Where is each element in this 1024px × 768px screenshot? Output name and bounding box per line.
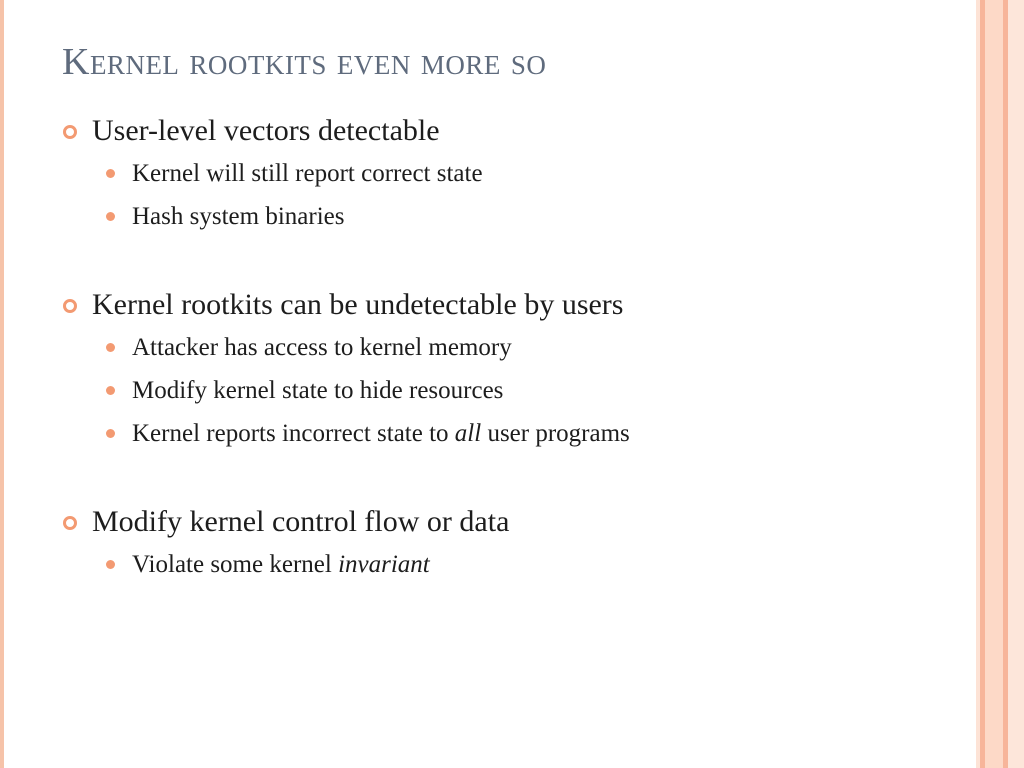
slide-title: Kernel rootkits even more so bbox=[62, 41, 547, 83]
emphasis-text: all bbox=[454, 420, 482, 447]
dot-bullet-icon bbox=[106, 386, 115, 395]
right-decorative-stripes bbox=[976, 0, 1024, 768]
level2-text: Kernel will still report correct state bbox=[132, 160, 483, 187]
level1-text: Modify kernel control flow or data bbox=[92, 505, 510, 538]
level2-bullet bbox=[106, 156, 962, 191]
bullet-group bbox=[62, 503, 962, 582]
level1-text: User-level vectors detectable bbox=[92, 114, 440, 147]
level2-text: Attacker has access to kernel memory bbox=[132, 334, 512, 361]
slide-content bbox=[62, 112, 962, 634]
level1-text: Kernel rootkits can be undetectable by users bbox=[92, 288, 624, 321]
emphasis-text: invariant bbox=[338, 551, 430, 578]
dot-bullet-icon bbox=[106, 560, 115, 569]
bullet-group bbox=[62, 112, 962, 234]
dot-bullet-icon bbox=[106, 212, 115, 221]
level2-text: Violate some kernel invariant bbox=[132, 551, 430, 578]
level2-bullet bbox=[106, 199, 962, 234]
level2-text: Hash system binaries bbox=[132, 203, 345, 230]
ring-bullet-icon bbox=[62, 515, 78, 531]
level2-text: Modify kernel state to hide resources bbox=[132, 377, 504, 404]
left-edge-border bbox=[0, 0, 4, 768]
level1-bullet bbox=[62, 286, 962, 324]
ring-bullet-icon bbox=[62, 124, 78, 140]
level2-text: Kernel reports incorrect state to all user programs bbox=[132, 420, 630, 447]
level2-bullet bbox=[106, 547, 962, 582]
stripe bbox=[1008, 0, 1024, 768]
level2-bullet bbox=[106, 373, 962, 408]
level1-bullet bbox=[62, 503, 962, 541]
stripe bbox=[985, 0, 1003, 768]
ring-bullet-icon bbox=[62, 298, 78, 314]
bullet-group bbox=[62, 286, 962, 451]
level2-bullet bbox=[106, 416, 962, 451]
sub-bullet-list bbox=[62, 156, 962, 234]
dot-bullet-icon bbox=[106, 169, 115, 178]
level2-bullet bbox=[106, 330, 962, 365]
dot-bullet-icon bbox=[106, 429, 115, 438]
sub-bullet-list bbox=[62, 330, 962, 451]
level1-bullet bbox=[62, 112, 962, 150]
sub-bullet-list bbox=[62, 547, 962, 582]
dot-bullet-icon bbox=[106, 343, 115, 352]
